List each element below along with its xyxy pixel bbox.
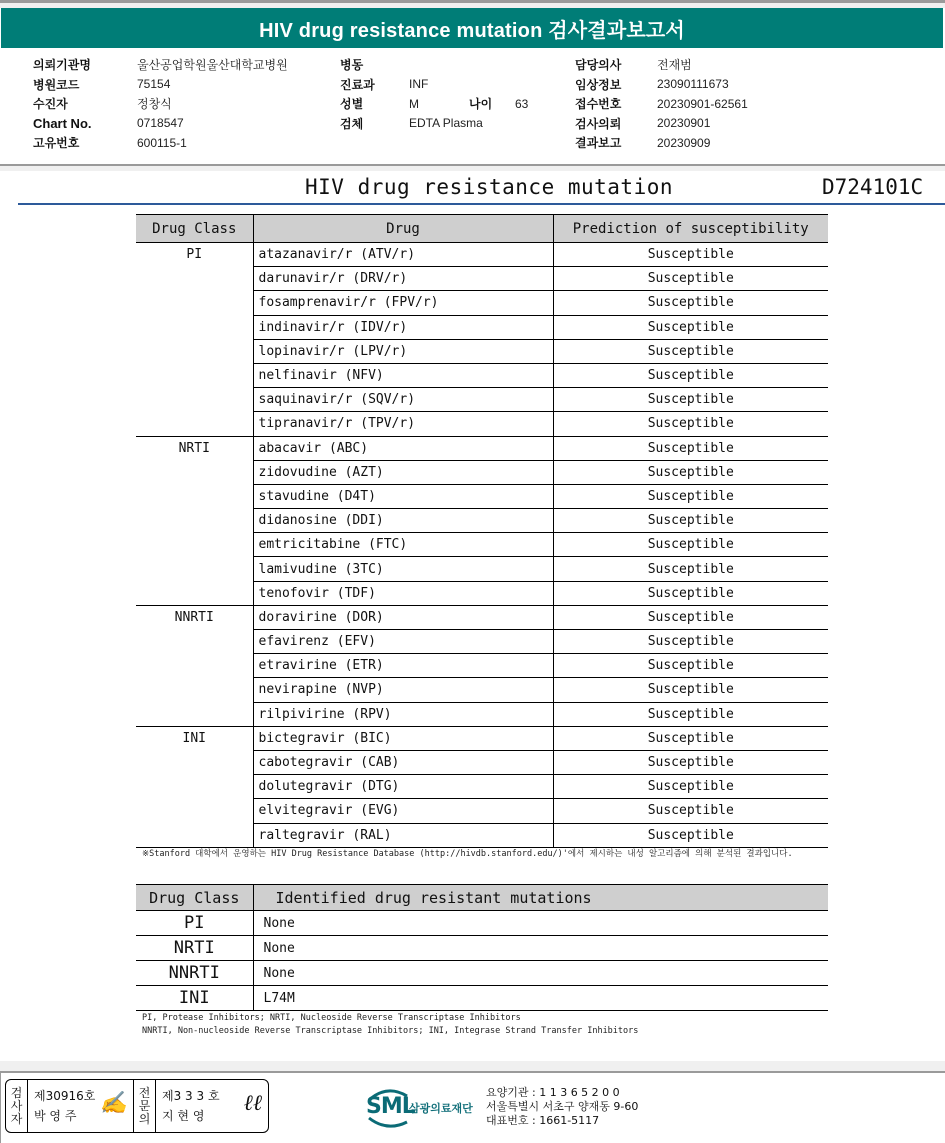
- info-label: 검체: [340, 116, 364, 131]
- examiner-cell: [28, 1080, 134, 1132]
- facility-code: 요양기관 : 1 1 3 6 5 2 0 0: [486, 1086, 620, 1099]
- logo-text: SML: [366, 1094, 415, 1119]
- info-row-institution: [33, 55, 288, 75]
- prediction-cell: Susceptible: [553, 630, 828, 654]
- info-label: 병원코드: [33, 77, 80, 92]
- footer-gap: [0, 1061, 945, 1071]
- info-label: 결과보고: [575, 136, 622, 151]
- signature-box: [5, 1079, 269, 1133]
- drug-class-cell: NNRTI: [136, 605, 253, 726]
- drug-cell: tipranavir/r (TPV/r): [253, 412, 553, 436]
- info-row-specimen: [340, 114, 528, 134]
- info-value: 울산공업학원울산대학교병원: [137, 58, 288, 73]
- drug-class-cell: NRTI: [136, 936, 253, 961]
- prediction-cell: Susceptible: [553, 363, 828, 387]
- table-row: [136, 243, 828, 267]
- info-label: 임상정보: [575, 77, 622, 92]
- drug-cell: doravirine (DOR): [253, 605, 553, 629]
- table-row: [136, 911, 828, 936]
- info-value: 0718547: [137, 116, 184, 131]
- drug-cell: indinavir/r (IDV/r): [253, 315, 553, 339]
- drug-cell: abacavir (ABC): [253, 436, 553, 460]
- logo-org-name: 삼광의료재단: [409, 1102, 473, 1115]
- report-code: D724101C: [822, 175, 924, 199]
- drug-cell: atazanavir/r (ATV/r): [253, 243, 553, 267]
- drug-class-cell: PI: [136, 911, 253, 936]
- stanford-note: ※Stanford 대학에서 운영하는 HIV Drug Resistance Database (http://hivdb.stanford.edu/)'에서 제시하는 내성 알고리즘에 의해 분석된 결과입니다.: [142, 849, 793, 859]
- info-row-patient: [33, 94, 288, 114]
- mutation-cell: None: [253, 961, 828, 986]
- specialist-label: [134, 1080, 156, 1132]
- drug-cell: efavirenz (EFV): [253, 630, 553, 654]
- drug-cell: raltegravir (RAL): [253, 823, 553, 847]
- drug-class-cell: INI: [136, 726, 253, 847]
- info-value: 23090111673: [657, 77, 729, 92]
- vertical-label-char: 사: [10, 1098, 23, 1113]
- abbreviation-line: PI, Protease Inhibitors; NRTI, Nucleoside Reverse Transcriptase Inhibitors: [142, 1013, 521, 1023]
- info-value: INF: [409, 77, 429, 92]
- prediction-cell: Susceptible: [553, 339, 828, 363]
- prediction-cell: Susceptible: [553, 605, 828, 629]
- mutation-table: [136, 884, 828, 1011]
- susceptibility-table: [136, 214, 828, 848]
- footer-divider: [0, 1071, 945, 1073]
- table-row: [136, 986, 828, 1011]
- drug-cell: lopinavir/r (LPV/r): [253, 339, 553, 363]
- info-label: 접수번호: [575, 97, 622, 112]
- info-value: 20230901: [657, 116, 711, 131]
- table-row: [136, 936, 828, 961]
- drug-cell: saquinavir/r (SQV/r): [253, 388, 553, 412]
- drug-cell: rilpivirine (RPV): [253, 702, 553, 726]
- abbreviations: [142, 1012, 638, 1038]
- address-line: 서울특별시 서초구 양재동 9-60: [486, 1100, 639, 1113]
- drug-class-cell: NRTI: [136, 436, 253, 605]
- examiner-signature: ✍: [99, 1090, 127, 1116]
- drug-cell: emtricitabine (FTC): [253, 533, 553, 557]
- mutation-cell: L74M: [253, 986, 828, 1011]
- table-row: [136, 961, 828, 986]
- prediction-cell: Susceptible: [553, 388, 828, 412]
- drug-cell: bictegravir (BIC): [253, 726, 553, 750]
- info-value: 600115-1: [137, 135, 187, 150]
- table-header-row: [136, 215, 828, 243]
- info-row-hospital-code: [33, 75, 288, 95]
- vertical-label-char: 검: [10, 1085, 23, 1100]
- drug-cell: darunavir/r (DRV/r): [253, 267, 553, 291]
- info-label: 성별: [340, 97, 364, 112]
- drug-cell: cabotegravir (CAB): [253, 750, 553, 774]
- info-row-chart-no: [33, 114, 288, 134]
- info-value: EDTA Plasma: [409, 116, 483, 131]
- info-label: 고유번호: [33, 136, 80, 151]
- patient-info-column-2: [340, 55, 528, 133]
- table-row: [136, 726, 828, 750]
- info-row-department: [340, 75, 528, 95]
- info-row-ward: [340, 55, 528, 75]
- table-header-row: [136, 885, 828, 911]
- prediction-cell: Susceptible: [553, 799, 828, 823]
- drug-cell: elvitegravir (EVG): [253, 799, 553, 823]
- prediction-cell: Susceptible: [553, 557, 828, 581]
- report-title: HIV drug resistance mutation: [305, 175, 674, 199]
- info-row-receipt-no: [575, 94, 748, 114]
- info-label: 병동: [340, 58, 364, 73]
- drug-cell: didanosine (DDI): [253, 509, 553, 533]
- header-drug-class: Drug Class: [136, 885, 253, 911]
- footer-address: [486, 1086, 638, 1128]
- drug-cell: tenofovir (TDF): [253, 581, 553, 605]
- specialist-license: 제3 3 3 호: [162, 1089, 220, 1103]
- prediction-cell: Susceptible: [553, 702, 828, 726]
- prediction-cell: Susceptible: [553, 315, 828, 339]
- info-label-age: 나이: [469, 97, 493, 112]
- vertical-label-char: 의: [138, 1111, 151, 1126]
- abbreviation-line: NNRTI, Non-nucleoside Reverse Transcriptase Inhibitors; INI, Integrase Strand Transfer Inhibitors: [142, 1026, 639, 1036]
- examiner-name: 박 영 주: [34, 1109, 77, 1123]
- drug-cell: stavudine (D4T): [253, 484, 553, 508]
- info-row-report-date: [575, 133, 748, 153]
- vertical-label-char: 자: [10, 1111, 23, 1126]
- drug-cell: zidovudine (AZT): [253, 460, 553, 484]
- info-value: 20230909: [657, 135, 711, 150]
- header-prediction: Prediction of susceptibility: [553, 215, 828, 243]
- header-mutations: Identified drug resistant mutations: [253, 885, 828, 911]
- prediction-cell: Susceptible: [553, 243, 828, 267]
- header-drug: Drug: [253, 215, 553, 243]
- info-label: 진료과: [340, 77, 375, 92]
- info-row-request-date: [575, 114, 748, 134]
- specialist-signature: ℓℓ: [243, 1091, 262, 1116]
- phone-line: 대표번호 : 1661-5117: [486, 1114, 600, 1127]
- prediction-cell: Susceptible: [553, 436, 828, 460]
- specialist-name: 지 현 영: [162, 1109, 205, 1123]
- prediction-cell: Susceptible: [553, 484, 828, 508]
- patient-info-column-1: [33, 55, 288, 153]
- table-row: [136, 436, 828, 460]
- prediction-cell: Susceptible: [553, 581, 828, 605]
- info-value: 정창식: [137, 97, 172, 112]
- prediction-cell: Susceptible: [553, 412, 828, 436]
- drug-class-cell: PI: [136, 243, 253, 437]
- specialist-cell: [156, 1080, 268, 1132]
- drug-class-cell: NNRTI: [136, 961, 253, 986]
- info-value: M: [409, 96, 419, 111]
- prediction-cell: Susceptible: [553, 291, 828, 315]
- examiner-license: 제30916호: [34, 1089, 96, 1103]
- info-value: 75154: [137, 77, 171, 92]
- info-label: 검사의뢰: [575, 116, 622, 131]
- header-drug-class: Drug Class: [136, 215, 253, 243]
- info-label: 수진자: [33, 97, 68, 112]
- vertical-label-char: 문: [138, 1098, 151, 1113]
- prediction-cell: Susceptible: [553, 460, 828, 484]
- prediction-cell: Susceptible: [553, 750, 828, 774]
- vertical-label-char: 전: [138, 1085, 151, 1100]
- info-row-sex-age: [340, 94, 528, 114]
- divider-gap: [0, 166, 945, 171]
- mutation-cell: None: [253, 911, 828, 936]
- prediction-cell: Susceptible: [553, 509, 828, 533]
- table-row: [136, 605, 828, 629]
- prediction-cell: Susceptible: [553, 678, 828, 702]
- drug-cell: fosamprenavir/r (FPV/r): [253, 291, 553, 315]
- info-label: 담당의사: [575, 58, 622, 73]
- title-underline: [18, 203, 945, 205]
- drug-cell: etravirine (ETR): [253, 654, 553, 678]
- info-label: Chart No.: [33, 115, 92, 131]
- prediction-cell: Susceptible: [553, 726, 828, 750]
- info-row-doctor: [575, 55, 748, 75]
- drug-cell: nelfinavir (NFV): [253, 363, 553, 387]
- drug-cell: lamivudine (3TC): [253, 557, 553, 581]
- info-row-clinical-info: [575, 75, 748, 95]
- prediction-cell: Susceptible: [553, 654, 828, 678]
- banner-title: HIV drug resistance mutation 검사결과보고서: [259, 19, 685, 42]
- drug-cell: dolutegravir (DTG): [253, 775, 553, 799]
- info-label: 의뢰기관명: [33, 58, 91, 73]
- info-value-age: 63: [515, 96, 529, 111]
- prediction-cell: Susceptible: [553, 775, 828, 799]
- info-row-unique-no: [33, 133, 288, 153]
- prediction-cell: Susceptible: [553, 823, 828, 847]
- prediction-cell: Susceptible: [553, 533, 828, 557]
- prediction-cell: Susceptible: [553, 267, 828, 291]
- report-banner: [1, 8, 943, 48]
- footer-left-edge: [0, 1073, 1, 1143]
- drug-class-cell: INI: [136, 986, 253, 1011]
- mutation-cell: None: [253, 936, 828, 961]
- susceptibility-table-body: [136, 243, 828, 848]
- info-value: 전재범: [657, 58, 692, 73]
- examiner-label: [6, 1080, 28, 1132]
- patient-info-column-3: [575, 55, 748, 153]
- drug-cell: nevirapine (NVP): [253, 678, 553, 702]
- info-value: 20230901-62561: [657, 96, 748, 111]
